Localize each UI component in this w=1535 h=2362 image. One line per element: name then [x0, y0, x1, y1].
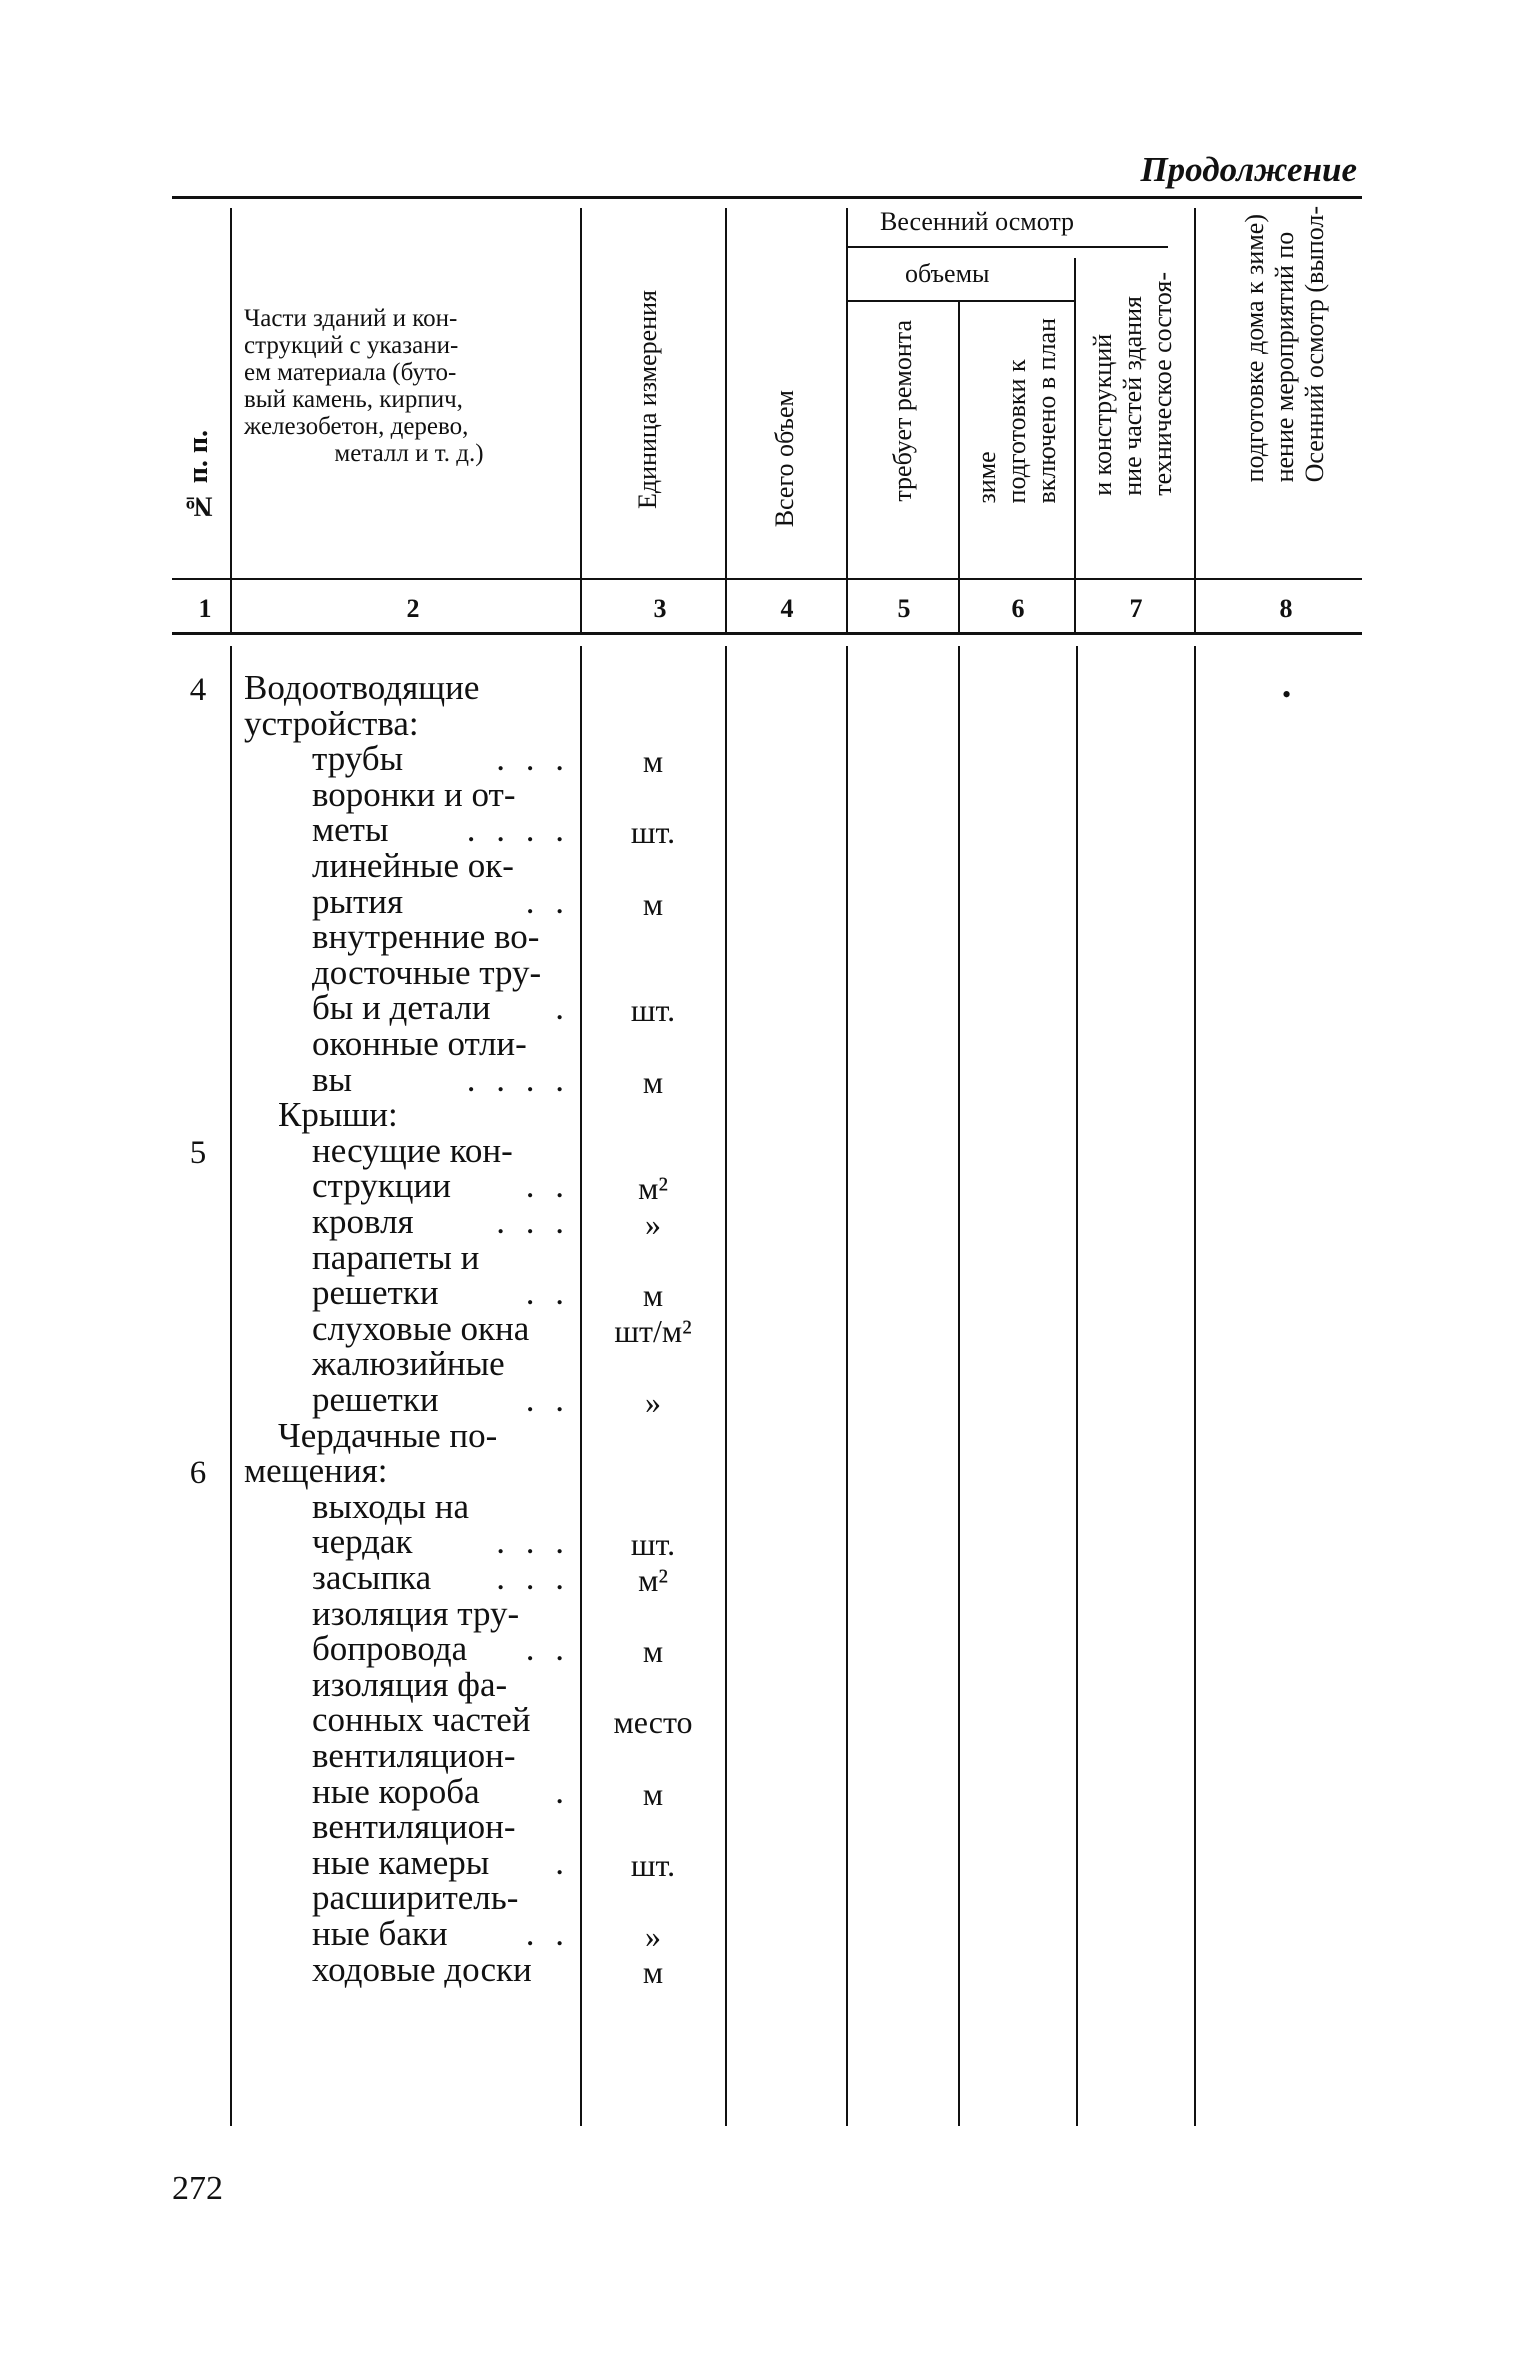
col-total-header: Всего объем	[770, 390, 799, 528]
row-leader-dots: . .	[525, 881, 570, 921]
col-parts-line: металл и т. д.)	[334, 440, 484, 467]
hdr-sep-2	[580, 208, 582, 632]
col-in-plan-header	[972, 318, 1062, 503]
col-parts-line: вый камень, кирпич,	[244, 386, 463, 413]
col-num-4: 4	[780, 594, 794, 623]
row-leader-dots: .	[555, 1842, 570, 1882]
row-leader-dots: . . .	[496, 739, 570, 779]
hdr-sep-4	[846, 208, 848, 632]
row-label: расширитель-	[312, 1878, 519, 1918]
col-autumn-header	[1240, 206, 1330, 482]
col-num-5: 5	[897, 594, 911, 623]
row-label: линейные ок-	[312, 846, 514, 885]
body-sep-3	[725, 646, 727, 2126]
col-needs-repair-header: требует ремонта	[888, 320, 917, 502]
row-label: рытия	[312, 881, 404, 921]
row-unit: шт.	[630, 814, 676, 851]
col-num-2: 2	[406, 594, 420, 623]
col-autumn-line: подготовке дома к зиме)	[1240, 214, 1269, 483]
row-label: Чердачные по-	[278, 1415, 498, 1455]
col-parts-line: Части зданий и кон-	[244, 305, 458, 332]
row-label: оконные отли-	[312, 1024, 527, 1063]
row-leader-dots: . .	[525, 1273, 570, 1313]
spring-inspection-header: Весенний осмотр	[880, 207, 1075, 236]
col-parts-header	[244, 305, 574, 467]
body-sep-1	[230, 646, 232, 2126]
row-label: устройства:	[244, 703, 419, 743]
row-label: Крыши:	[278, 1095, 398, 1135]
row-leader-dots: .	[555, 1771, 570, 1811]
row-label: слуховые окна	[312, 1308, 530, 1348]
row-label: ходовые доски	[312, 1949, 532, 1989]
row-unit: »	[645, 1206, 661, 1242]
group-under-rule	[846, 246, 1168, 248]
row-unit: »	[645, 1918, 661, 1954]
row-unit: шт.	[630, 1526, 676, 1563]
col-tech-state-line: и конструкций	[1088, 333, 1117, 496]
row-unit: м	[642, 743, 664, 780]
row-label: решетки	[312, 1380, 439, 1419]
row-number: 4	[189, 672, 207, 708]
body-sep-2	[580, 646, 582, 2126]
row-label: сонных частей	[312, 1700, 531, 1740]
row-leader-dots: . .	[525, 1380, 570, 1419]
row-number: 6	[189, 1455, 207, 1492]
row-unit: м	[642, 1953, 664, 1990]
row-unit: м²	[638, 1562, 668, 1598]
row-label: вы	[312, 1059, 353, 1099]
col-unit-header: Единица измерения	[633, 290, 662, 509]
row-unit: м	[642, 885, 664, 922]
row-label: кровля	[312, 1202, 414, 1241]
subgroup-under-rule	[846, 300, 1074, 302]
volumes-subheader: объемы	[905, 259, 990, 288]
row-label: несущие кон-	[312, 1130, 513, 1170]
row-label: Водоотводящие	[244, 668, 480, 707]
row-label: выходы на	[312, 1486, 470, 1526]
row-label: ные баки	[312, 1914, 448, 1953]
body-sep-7	[1194, 646, 1196, 2126]
row-unit: м	[642, 1633, 664, 1670]
col-num-1: 1	[198, 594, 212, 623]
row-label: досточные тру-	[312, 952, 542, 992]
hdr-sep-7	[1194, 208, 1196, 632]
row-unit: м²	[638, 1170, 668, 1207]
continuation-label: Продолжение	[1140, 150, 1357, 189]
col-in-plan-line: включено в план	[1032, 318, 1061, 504]
row-label: бы и детали	[312, 988, 491, 1028]
col-tech-state-line: ние частей здания	[1118, 296, 1147, 496]
row-unit: место	[613, 1704, 693, 1741]
col-autumn-line: Осенний осмотр (выпол-	[1300, 206, 1329, 483]
row-leader-dots: . . .	[496, 1558, 570, 1597]
row-label: жалюзийные	[312, 1344, 505, 1384]
body-sep-6	[1076, 646, 1078, 2126]
hdr-sep-1	[230, 208, 232, 632]
col-tech-state-line: техническое состоя-	[1148, 272, 1177, 496]
row-label: засыпка	[312, 1558, 432, 1597]
row-unit: м	[642, 1775, 664, 1812]
col-num-7: 7	[1129, 594, 1143, 623]
row-leader-dots: . .	[525, 1914, 570, 1953]
row-label: трубы	[312, 739, 404, 779]
row-number: 5	[189, 1134, 207, 1171]
row-unit: шт/м²	[614, 1312, 692, 1349]
col-in-plan-line: зиме	[972, 451, 1001, 504]
row-leader-dots: .	[555, 988, 570, 1028]
col-num-3: 3	[653, 594, 667, 623]
row-label: вентиляцион-	[312, 1736, 516, 1775]
row-unit: м	[642, 1277, 664, 1314]
row-label: ные короба	[312, 1771, 480, 1811]
row-label: вентиляцион-	[312, 1807, 516, 1847]
row-leader-dots: . .	[525, 1629, 570, 1669]
col-parts-line: струкций с указани-	[244, 332, 459, 359]
row-label: бопровода	[312, 1629, 468, 1669]
row-unit: »	[645, 1384, 661, 1420]
row-label: изоляция тру-	[312, 1593, 520, 1633]
row-label: чердак	[312, 1522, 413, 1562]
page-number: 272	[172, 2170, 223, 2207]
row-unit: м	[642, 1063, 664, 1100]
col-num-8: 8	[1279, 594, 1293, 623]
row-label: струкции	[312, 1166, 451, 1206]
col-in-plan-line: подготовки к	[1002, 359, 1031, 504]
col-parts-line: железобетон, дерево,	[244, 413, 469, 440]
body-sep-5	[958, 646, 960, 2126]
col-num-6: 6	[1011, 594, 1025, 623]
hdr-sep-5	[958, 300, 960, 632]
row-leader-dots: . . . .	[466, 1059, 570, 1099]
row-label: ные камеры	[312, 1842, 490, 1882]
hdr-sep-3	[725, 208, 727, 632]
row-label: воронки и от-	[312, 774, 516, 814]
row-label: изоляция фа-	[312, 1664, 508, 1704]
table-top-rule	[172, 196, 1362, 199]
row-unit: шт.	[630, 992, 676, 1029]
hdr-sep-6	[1074, 258, 1076, 632]
row-leader-dots: . . . .	[466, 810, 570, 850]
col-tech-state-header	[1088, 272, 1178, 496]
row-leader-dots: . .	[525, 1166, 570, 1206]
col-autumn-line: нение мероприятий по	[1270, 231, 1299, 483]
row-label: внутренние во-	[312, 917, 540, 957]
col8-mark: •	[1282, 680, 1292, 709]
body-sep-4	[846, 646, 848, 2126]
col-number-header: № п. п.	[183, 430, 214, 522]
row-label: парапеты и	[312, 1237, 480, 1277]
row-leader-dots: . . .	[496, 1202, 570, 1241]
row-leader-dots: . . .	[496, 1522, 570, 1562]
numbers-bottom-rule	[172, 632, 1362, 635]
header-bottom-rule	[172, 578, 1362, 580]
row-label: мещения:	[244, 1451, 388, 1491]
col-parts-line: ем материала (буто-	[244, 359, 457, 386]
row-unit: шт.	[630, 1846, 676, 1883]
row-label: меты	[312, 810, 389, 850]
row-label: решетки	[312, 1273, 439, 1313]
